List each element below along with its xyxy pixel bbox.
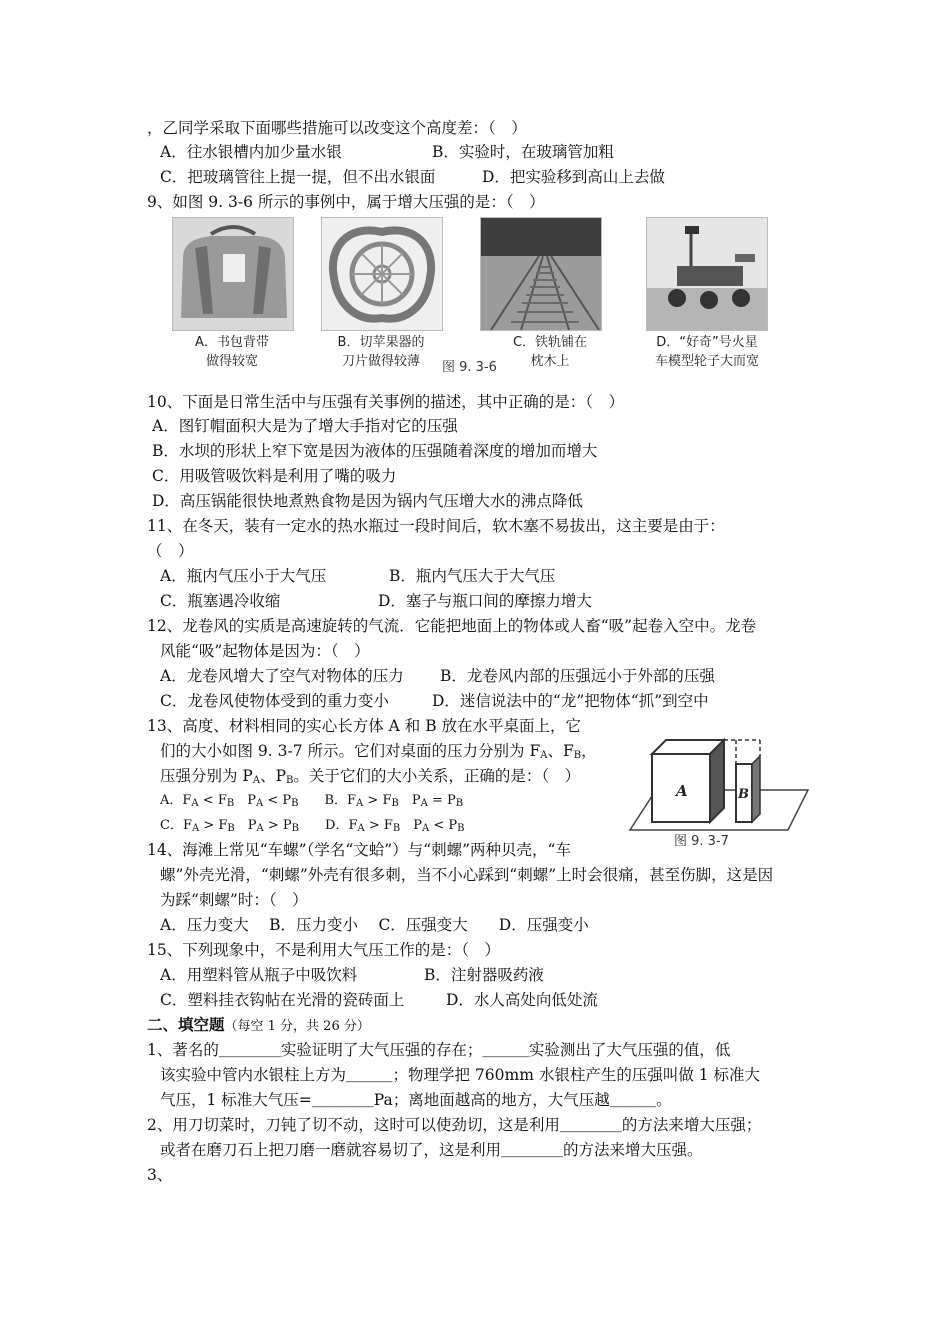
section-fill-in-title: 二、填空题（每空 1 分，共 26 分） xyxy=(147,1016,370,1034)
q8-option-b: B．实验时，在玻璃管加粗 xyxy=(432,143,614,161)
q15-option-b: B．注射器吸药液 xyxy=(424,966,544,984)
q15-stem: 15、下列现象中，不是利用大气压工作的是：（ ） xyxy=(147,941,500,959)
q12-option-a: A．龙卷风增大了空气对物体的压力 xyxy=(160,667,404,685)
f2-line2: 或者在磨刀石上把刀磨一磨就容易切了，这是利用＿＿＿＿的方法来增大压强。 xyxy=(160,1141,703,1159)
q9-caption-c: C．铁轨铺在 枕木上 xyxy=(512,335,588,369)
q9-caption-a: A．书包背带 做得较宽 xyxy=(195,335,269,369)
block-b-label: B xyxy=(738,787,749,802)
q13-figure-label: 图 9. 3-7 xyxy=(674,834,729,849)
q9-caption-d: D．“好奇”号火星 车模型轮子大而宽 xyxy=(654,335,759,369)
q9-stem: 9、如图 9. 3-6 所示的事例中，属于增大压强的是：（ ） xyxy=(147,193,545,211)
q8-stem: ，乙同学采取下面哪些措施可以改变这个高度差：（ ） xyxy=(147,119,527,137)
q10-stem: 10、下面是日常生活中与压强有关事例的描述，其中正确的是：（ ） xyxy=(147,393,624,411)
figure-mars-rover xyxy=(646,217,768,331)
q14-stem-line2: 螺”外壳光滑，“刺螺”外壳有很多刺，当不小心踩到“刺螺”上时会很痛，甚至伤脚，这是因 xyxy=(160,866,774,884)
q8-option-c: C．把玻璃管往上提一提，但不出水银面 xyxy=(160,168,436,186)
q8-option-a: A．往水银槽内加少量水银 xyxy=(160,143,342,161)
figure-railway-track xyxy=(480,217,602,331)
q11-option-b: B．瓶内气压大于大气压 xyxy=(389,567,556,585)
q10-option-c: C．用吸管吸饮料是利用了嘴的吸力 xyxy=(152,467,397,485)
q11-paren: （ ） xyxy=(147,542,194,560)
f2-line1: 2、用刀切菜时，刀钝了切不动，这时可以使劲切，这是利用＿＿＿＿的方法来增大压强； xyxy=(147,1116,762,1134)
q12-option-d: D．迷信说法中的“龙”把物体“抓”到空中 xyxy=(432,692,709,710)
q13-stem-line3: 压强分别为 $P_A$、$P_B$。关于它们的大小关系，正确的是：（ ） xyxy=(160,767,581,786)
q14-stem-line3: 为踩“刺螺”时：（ ） xyxy=(160,891,308,909)
q12-option-b: B．龙卷风内部的压强远小于外部的压强 xyxy=(440,667,715,685)
q10-option-a: A．图钉帽面积大是为了增大手指对它的压强 xyxy=(152,417,458,435)
q10-option-b: B．水坝的形状上窄下宽是因为液体的压强随着深度的增加而增大 xyxy=(152,442,598,460)
figure-apple-slicer xyxy=(321,217,443,331)
section-fill-in-note: （每空 1 分，共 26 分） xyxy=(224,1019,370,1034)
q15-option-c: C．塑料挂衣钩帖在光滑的瓷砖面上 xyxy=(160,991,405,1009)
q14-stem-line1: 14、海滩上常见“车螺”（学名“文蛤”）与“刺螺”两种贝壳，“车 xyxy=(147,841,571,859)
q15-option-a: A．用塑料管从瓶子中吸饮料 xyxy=(160,966,358,984)
q12-stem-line2: 风能“吸”起物体是因为：（ ） xyxy=(160,642,370,660)
q13-stem-line2: 们的大小如图 9. 3-7 所示。它们对桌面的压力分别为 $F_A$、$F_B$， xyxy=(160,742,597,761)
block-a-label: A xyxy=(676,782,688,800)
q10-option-d: D．高压锅能很快地煮熟食物是因为锅内气压增大水的沸点降低 xyxy=(152,492,583,510)
figure-blocks-ab xyxy=(626,726,810,838)
q8-option-d: D．把实验移到高山上去做 xyxy=(482,168,665,186)
f1-line2: 该实验中管内水银柱上方为＿＿＿；物理学把 760mm 水银柱产生的压强叫做 1 标准大 xyxy=(160,1066,761,1084)
q15-option-d: D．水人高处向低处流 xyxy=(446,991,598,1009)
q9-figure-label: 图 9. 3-6 xyxy=(442,360,497,375)
f3-line1: 3、 xyxy=(147,1166,173,1184)
q13-options-cd: C．$F_A > F_B$ $P_A > P_B$ D．$F_A > F_B$ $P_A < P_B$ xyxy=(160,818,465,834)
q11-stem: 11、在冬天，装有一定水的热水瓶过一段时间后，软木塞不易拔出，这主要是由于： xyxy=(147,517,725,535)
q12-option-c: C．龙卷风使物体受到的重力变小 xyxy=(160,692,389,710)
figure-backpack xyxy=(172,217,294,331)
q9-caption-b: B．切苹果器的 刀片做得较薄 xyxy=(337,335,425,369)
q11-option-d: D．塞子与瓶口间的摩擦力增大 xyxy=(378,592,592,610)
q12-stem-line1: 12、龙卷风的实质是高速旋转的气流．它能把地面上的物体或人畜“吸”起卷入空中。龙卷 xyxy=(147,617,757,635)
q11-option-c: C．瓶塞遇冷收缩 xyxy=(160,592,281,610)
q14-options: A．压力变大 B．压力变小 C．压强变大 D．压强变小 xyxy=(160,916,589,934)
f1-line1: 1、著名的＿＿＿＿实验证明了大气压强的存在；＿＿＿实验测出了大气压强的值，低 xyxy=(147,1041,731,1059)
f1-line3: 气压，1 标准大气压=＿＿＿＿Pa；离地面越高的地方，大气压越＿＿＿。 xyxy=(160,1091,672,1109)
q13-options-ab: A．$F_A < F_B$ $P_A < P_B$ B．$F_A > F_B$ $P_A = P_B$ xyxy=(160,793,464,809)
q13-stem-line1: 13、高度、材料相同的实心长方体 A 和 B 放在水平桌面上，它 xyxy=(147,717,582,735)
q11-option-a: A．瓶内气压小于大气压 xyxy=(160,567,327,585)
